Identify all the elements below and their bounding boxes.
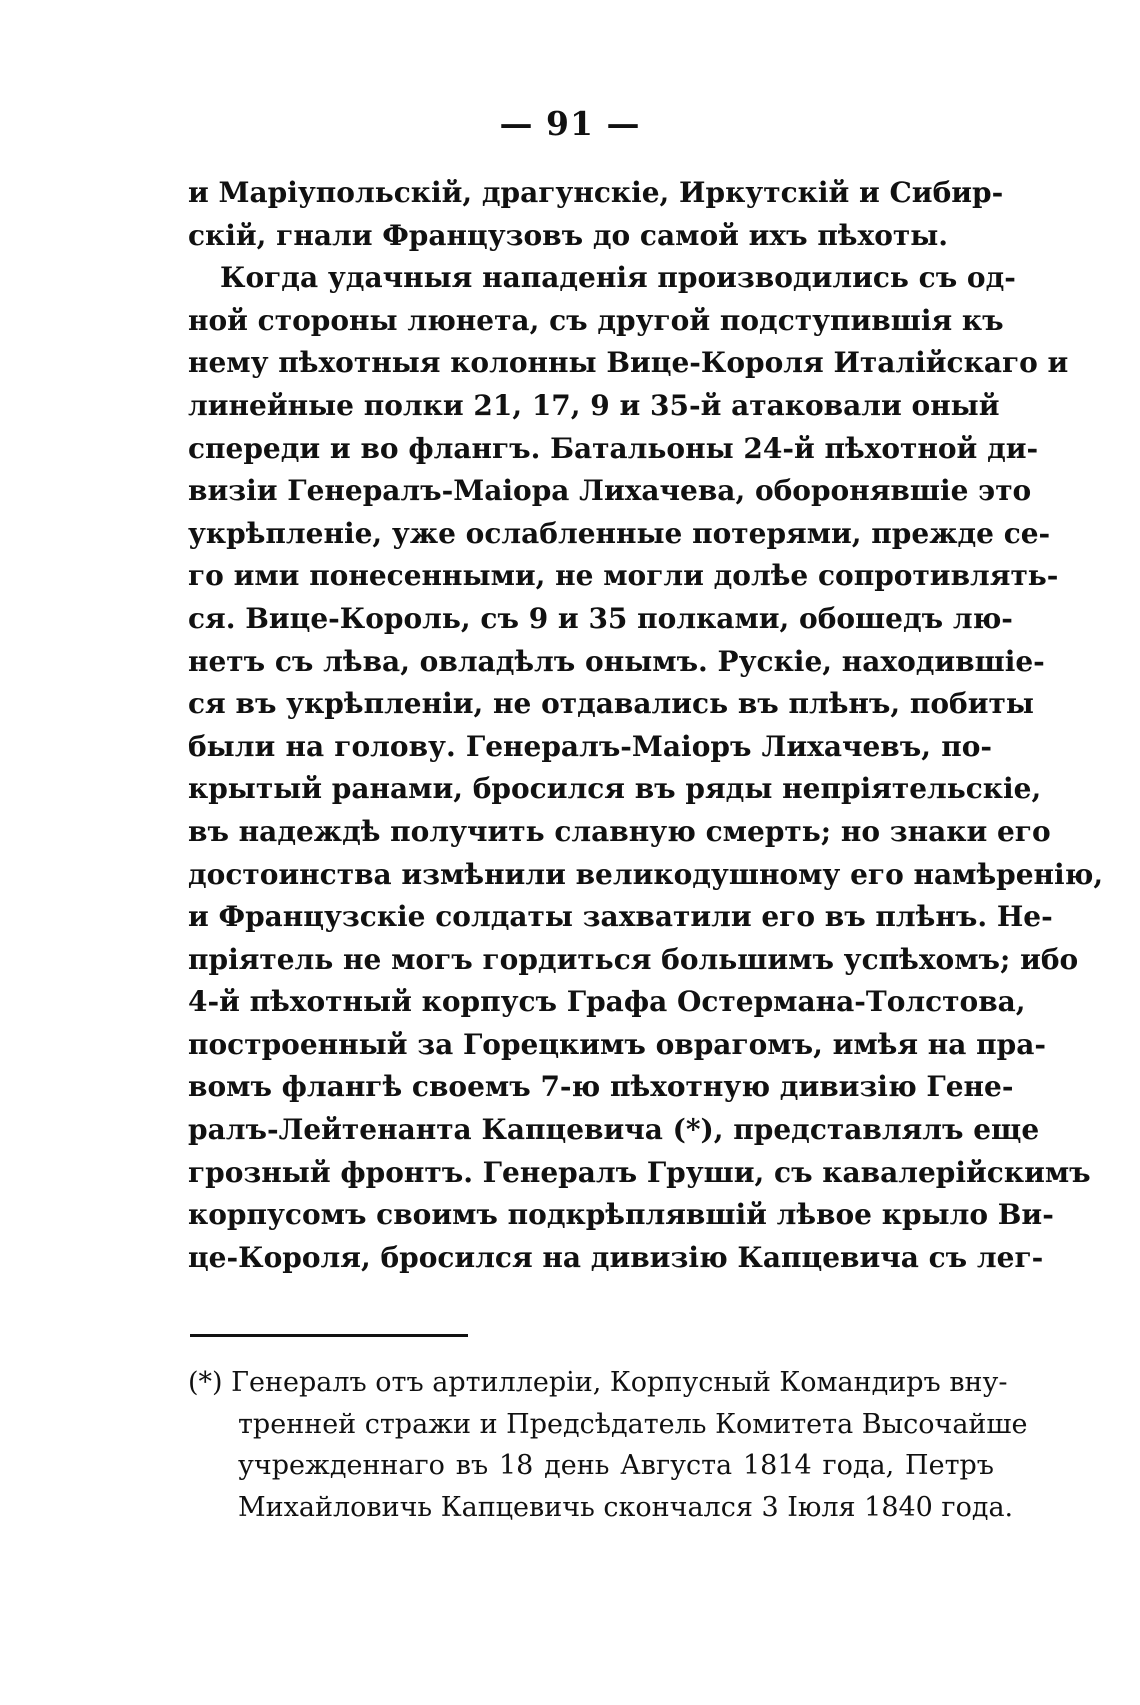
text-line: ной стороны люнета, съ другой подступившія къ xyxy=(188,303,1004,337)
text-line: линейные полки 21, 17, 9 и 35-й атаковали оный xyxy=(188,388,1000,422)
text-line: 4-й пѣхотный корпусъ Графа Остермана-Толстова, xyxy=(188,985,1026,1019)
text-line: крытый ранами, бросился въ ряды непріятельскіе, xyxy=(188,772,1042,806)
text-line: достоинства измѣнили великодушному его намѣренію, xyxy=(188,857,1104,891)
footnote-line: (*) Генералъ отъ артиллеріи, Корпусный Командиръ вну- xyxy=(188,1367,1008,1398)
text-line: це-Короля, бросился на дивизію Капцевича съ лег- xyxy=(188,1240,1044,1274)
text-line: скій, гнали Французовъ до самой ихъ пѣхоты. xyxy=(188,218,949,252)
page-number: — 91 — xyxy=(499,104,641,143)
footnote-line: учрежденнаго въ 18 день Августа 1814 года, Петръ xyxy=(238,1450,994,1481)
footnote-divider xyxy=(190,1334,468,1337)
text-line: вомъ флангѣ своемъ 7-ю пѣхотную дивизію Гене- xyxy=(188,1070,1014,1104)
text-line: ся. Вице-Король, съ 9 и 35 полками, обошедъ лю- xyxy=(188,601,1013,635)
text-line: корпусомъ своимъ подкрѣплявшій лѣвое крыло Ви- xyxy=(188,1198,1054,1232)
text-line: нетъ съ лѣва, овладѣлъ онымъ. Рускіе, находившіе- xyxy=(188,644,1045,678)
text-line: ралъ-Лейтенанта Капцевича (*), представлялъ еще xyxy=(188,1113,1040,1147)
text-line: нему пѣхотныя колонны Вице-Короля Италійскаго и xyxy=(188,346,1069,380)
text-line: въ надеждѣ получить славную смерть; но знаки его xyxy=(188,814,1051,848)
main-text xyxy=(188,172,1104,1279)
text-line: визіи Генералъ-Маіора Лихачева, оборонявшіе это xyxy=(188,474,1032,508)
text-line: и Французскіе солдаты захватили его въ плѣнъ. Не- xyxy=(188,900,1053,934)
text-line: построенный за Горецкимъ оврагомъ, имѣя на пра- xyxy=(188,1027,1047,1061)
text-line: Когда удачныя нападенія производились съ од- xyxy=(220,261,1016,295)
text-line: были на голову. Генералъ-Маіоръ Лихачевъ, по- xyxy=(188,729,992,763)
footnote-line: тренней стражи и Предсѣдатель Комитета Высочайше xyxy=(238,1408,1028,1440)
footnote xyxy=(188,1362,1028,1528)
text-line: укрѣпленіе, уже ослабленные потерями, прежде се- xyxy=(188,516,1051,550)
text-line: ся въ укрѣпленіи, не отдавались въ плѣнъ, побиты xyxy=(188,687,1034,721)
text-line: и Маріупольскій, драгунскіе, Иркутскій и Сибир- xyxy=(188,176,1004,209)
text-line: пріятель не могъ гордиться большимъ успѣхомъ; ибо xyxy=(188,942,1079,976)
text-line: грозный фронтъ. Генералъ Груши, съ кавалерійскимъ xyxy=(188,1155,1091,1189)
text-line: го ими понесенными, не могли долѣе сопротивлять- xyxy=(188,559,1059,593)
footnote-line: Михайловичь Капцевичь скончался 3 Іюля 1840 года. xyxy=(238,1491,1014,1523)
text-line: спереди и во флангъ. Батальоны 24-й пѣхотной ди- xyxy=(188,431,1039,465)
